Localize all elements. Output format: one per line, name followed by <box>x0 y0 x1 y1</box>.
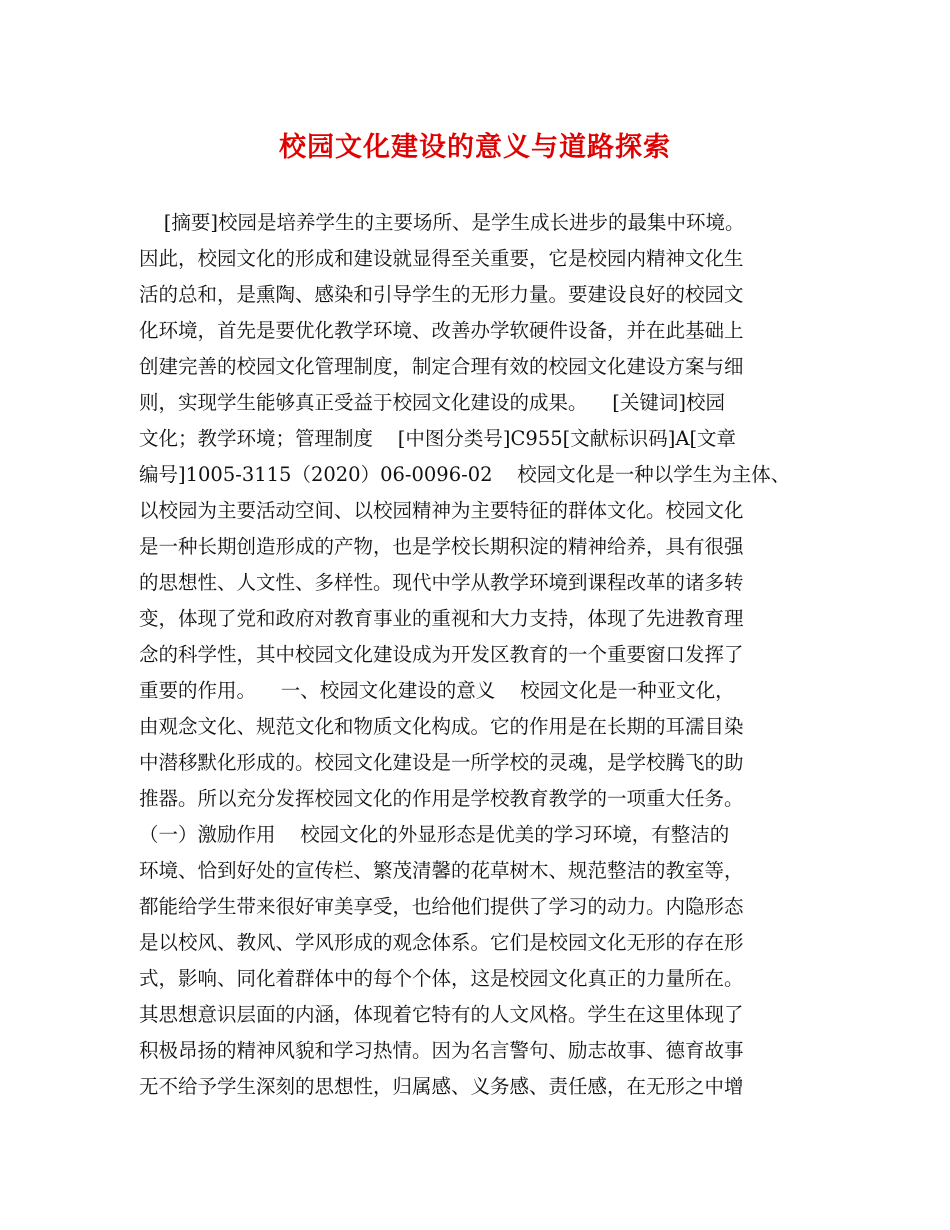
paragraph-line: 则，实现学生能够真正受益于校园文化建设的成果。 [关键词]校园 <box>139 391 726 414</box>
paragraph-line: 由观念文化、规范文化和物质文化构成。它的作用是在长期的耳濡目染 <box>139 715 744 738</box>
paragraph-line: 创建完善的校园文化管理制度，制定合理有效的校园文化建设方案与细 <box>139 355 744 378</box>
paragraph-line: 是以校风、教风、学风形成的观念体系。它们是校园文化无形的存在形 <box>139 931 744 954</box>
paragraph-line: 式，影响、同化着群体中的每个个体，这是校园文化真正的力量所在。 <box>139 967 744 990</box>
paragraph-line: 中潜移默化形成的。校园文化建设是一所学校的灵魂，是学校腾飞的助 <box>139 751 744 774</box>
paragraph-line: 重要的作用。 一、校园文化建设的意义 校园文化是一种亚文化， <box>139 679 735 702</box>
paragraph-line: 文化；教学环境；管理制度 [中图分类号]C955[文献标识码]A[文章 <box>139 427 737 450</box>
paragraph-line: 变，体现了党和政府对教育事业的重视和大力支持，体现了先进教育理 <box>139 607 744 630</box>
paragraph-line: 是一种长期创造形成的产物，也是学校长期积淀的精神给养，具有很强 <box>139 535 744 558</box>
paragraph-line: 活的总和，是熏陶、感染和引导学生的无形力量。要建设良好的校园文 <box>139 283 744 306</box>
paragraph-line: 编号]1005-3115（2020）06-0096-02 校园文化是一种以学生为主体、 <box>139 463 791 486</box>
paragraph-line: 其思想意识层面的内涵，体现着它特有的人文风格。学生在这里体现了 <box>139 1003 744 1026</box>
paragraph-line: 环境、恰到好处的宣传栏、繁茂清馨的花草树木、规范整洁的教室等， <box>139 859 744 882</box>
paragraph-line: 推器。所以充分发挥校园文化的作用是学校教育教学的一项重大任务。 <box>139 787 744 810</box>
paragraph-line: 的思想性、人文性、多样性。现代中学从教学环境到课程改革的诸多转 <box>139 571 744 594</box>
paragraph-line: 都能给学生带来很好审美享受，也给他们提供了学习的动力。内隐形态 <box>139 895 744 918</box>
paragraph-line: [摘要]校园是培养学生的主要场所、是学生成长进步的最集中环境。 <box>139 211 745 234</box>
paragraph-line: 积极昂扬的精神风貌和学习热情。因为名言警句、励志故事、德育故事 <box>139 1039 744 1062</box>
paragraph-line: （一）激励作用 校园文化的外显形态是优美的学习环境，有整洁的 <box>139 823 730 846</box>
paragraph-line: 无不给予学生深刻的思想性，归属感、义务感、责任感，在无形之中增 <box>139 1075 744 1098</box>
paragraph-line: 化环境，首先是要优化教学环境、改善办学软硬件设备，并在此基础上 <box>139 319 744 342</box>
paragraph-line: 因此，校园文化的形成和建设就显得至关重要，它是校园内精神文化生 <box>139 247 744 270</box>
paragraph-line: 以校园为主要活动空间、以校园精神为主要特征的群体文化。校园文化 <box>139 499 744 522</box>
document-title: 校园文化建设的意义与道路探索 <box>279 132 671 163</box>
paragraph-line: 念的科学性，其中校园文化建设成为开发区教育的一个重要窗口发挥了 <box>139 643 744 666</box>
document-body <box>139 205 819 1105</box>
